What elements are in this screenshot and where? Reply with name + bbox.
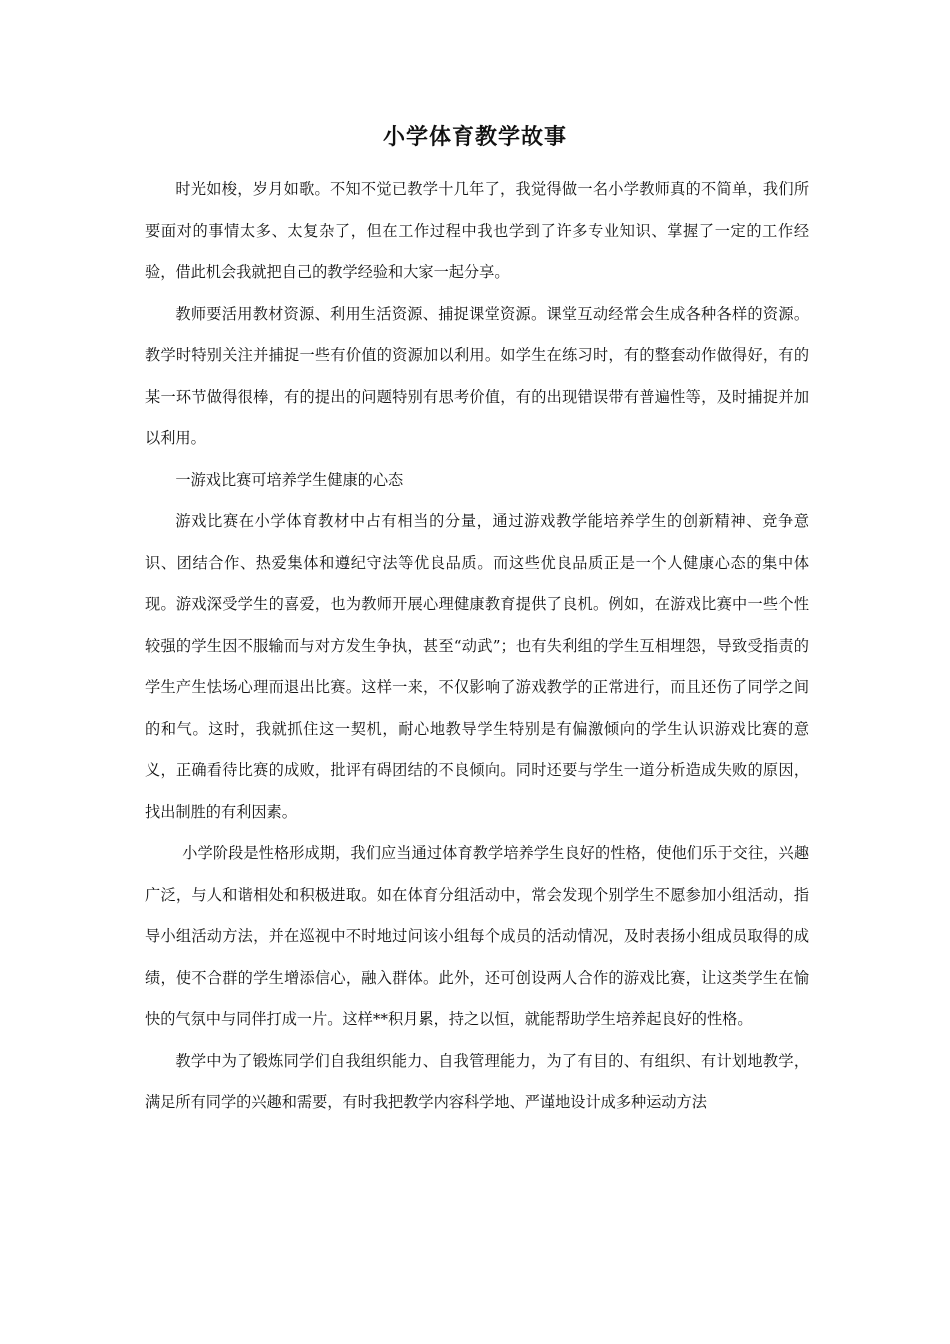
paragraph-intro: 时光如梭，岁月如歌。不知不觉已教学十几年了，我觉得做一名小学教师真的不简单，我们所要面对的事情太多、太复杂了，但在工作过程中我也学到了许多专业知识、掌握了一定的工作经验，借此机会我就把自己的教学经验和大家一起分享。 [145, 180, 809, 281]
section-heading: 一游戏比赛可培养学生健康的心态 [175, 470, 404, 489]
document-title: 小学体育教学故事 [382, 124, 567, 150]
paragraph-character: 小学阶段是性格形成期，我们应当通过体育教学培养学生良好的性格，使他们乐于交往，兴趣广泛，与人和谐相处和积极进取。如在体育分组活动中，常会发现个别学生不愿参加小组活动，指导小组活动方法，并在巡视中不时地过问该小组每个成员的活动情况，及时表扬小组成员取得的成绩，使不合群的学生增添信心，融入群体。此外，还可创设两人合作的游戏比赛，让这类学生在愉快的气氛中与同伴打成一片。这样**积月累，持之以恒，就能帮助学生培养起良好的性格。 [145, 844, 809, 1028]
document-body [145, 169, 809, 1124]
paragraph-games: 游戏比赛在小学体育教材中占有相当的分量，通过游戏教学能培养学生的创新精神、竞争意识、团结合作、热爱集体和遵纪守法等优良品质。而这些优良品质正是一个人健康心态的集中体现。游戏深受学生的喜爱，也为教师开展心理健康教育提供了良机。例如，在游戏比赛中一些个性较强的学生因不服输而与对方发生争执，甚至“动武”；也有失利组的学生互相埋怨，导致受指责的学生产生怯场心理而退出比赛。这样一来，不仅影响了游戏教学的正常进行，而且还伤了同学之间的和气。这时，我就抓住这一契机，耐心地教导学生特别是有偏激倾向的学生认识游戏比赛的意义，正确看待比赛的成败，批评有碍团结的不良倾向。同时还要与学生一道分析造成失败的原因，找出制胜的有利因素。 [145, 512, 809, 821]
paragraph-self-organization: 教学中为了锻炼同学们自我组织能力、自我管理能力，为了有目的、有组织、有计划地教学，满足所有同学的兴趣和需要，有时我把教学内容科学地、严谨地设计成多种运动方法 [145, 1051, 809, 1111]
paragraph-resources: 教师要活用教材资源、利用生活资源、捕捉课堂资源。课堂互动经常会生成各种各样的资源。教学时特别关注并捕捉一些有价值的资源加以利用。如学生在练习时，有的整套动作做得好，有的某一环节做得很棒，有的提出的问题特别有思考价值，有的出现错误带有普遍性等，及时捕捉并加以利用。 [145, 304, 809, 447]
